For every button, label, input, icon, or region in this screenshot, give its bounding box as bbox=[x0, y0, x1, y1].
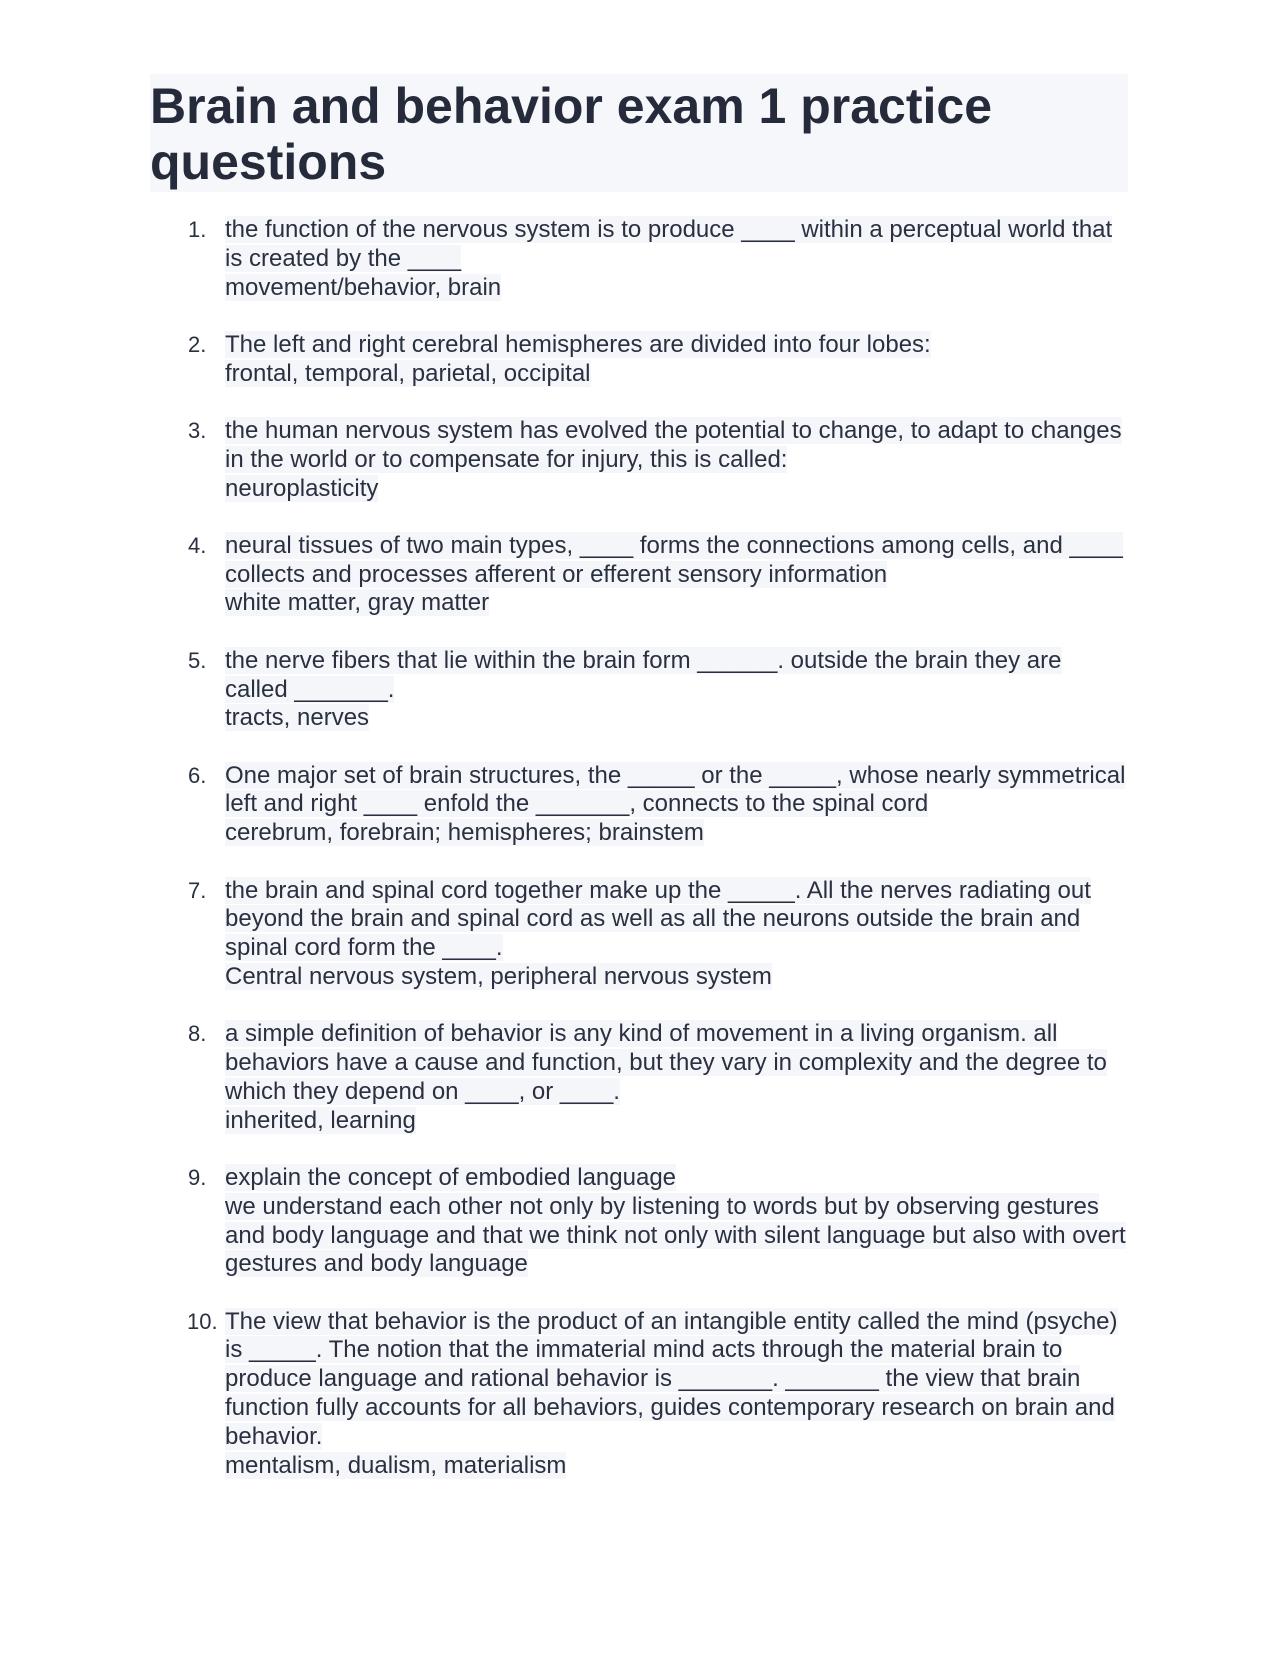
question-number: 2. bbox=[188, 331, 207, 357]
question-text: neural tissues of two main types, ____ forms the connections among cells, and ____ collects and processes afferent or efferent sensory information bbox=[225, 531, 1123, 588]
question-number: 3. bbox=[188, 417, 207, 443]
answer-text: neuroplasticity bbox=[225, 474, 379, 502]
question-text: The view that behavior is the product of an intangible entity called the mind (psyche) is _____. The notion that the immaterial mind acts through the material brain to produce language and rational behavior is _______. _______ the view that brain function fully accounts for all behaviors, guides contemporary research on brain and behavior. bbox=[225, 1307, 1118, 1450]
question-text: the nerve fibers that lie within the brain form ______. outside the brain they are called _______. bbox=[225, 646, 1062, 703]
answer-text: frontal, temporal, parietal, occipital bbox=[225, 359, 591, 387]
question-number: 1. bbox=[188, 217, 207, 242]
list-item bbox=[150, 532, 1130, 618]
list-item bbox=[150, 1020, 1130, 1135]
question-number: 8. bbox=[188, 1021, 207, 1047]
answer-text: cerebrum, forebrain; hemispheres; brainstem bbox=[225, 819, 704, 847]
question-number: 4. bbox=[188, 532, 207, 558]
question-text: The left and right cerebral hemispheres are divided into four lobes: bbox=[225, 330, 931, 358]
question-text: the human nervous system has evolved the potential to change, to adapt to changes in the world or to compensate for injury, this is called: bbox=[225, 416, 1122, 473]
question-number: 7. bbox=[188, 877, 207, 903]
question-text: explain the concept of embodied language bbox=[225, 1163, 677, 1191]
question-number: 6. bbox=[188, 762, 207, 788]
answer-text: inherited, learning bbox=[225, 1106, 416, 1134]
answer-text: mentalism, dualism, materialism bbox=[225, 1451, 567, 1479]
list-item bbox=[150, 1308, 1130, 1481]
question-number: 9. bbox=[188, 1164, 207, 1190]
question-text: the function of the nervous system is to produce ____ within a perceptual world that is created by the ____ bbox=[225, 216, 1113, 272]
answer-text: white matter, gray matter bbox=[225, 589, 490, 617]
document-page bbox=[150, 74, 1130, 1509]
list-item bbox=[150, 417, 1130, 503]
answer-text: movement/behavior, brain bbox=[225, 273, 502, 301]
page-title: Brain and behavior exam 1 practice questions bbox=[150, 74, 1128, 192]
list-item bbox=[150, 1164, 1130, 1279]
question-text: One major set of brain structures, the _____ or the _____, whose nearly symmetrical left and right ____ enfold the _______, connects to the spinal cord bbox=[225, 761, 1126, 818]
question-number: 5. bbox=[188, 647, 207, 673]
list-item bbox=[150, 216, 1130, 302]
answer-text: we understand each other not only by listening to words but by observing gestures and body language and that we think not only with silent language but also with overt gestures and body language bbox=[225, 1192, 1126, 1278]
list-item bbox=[150, 331, 1130, 389]
question-text: the brain and spinal cord together make up the _____. All the nerves radiating out beyond the brain and spinal cord as well as all the neurons outside the brain and spinal cord form the ____. bbox=[225, 876, 1091, 962]
question-number: 10. bbox=[187, 1308, 218, 1334]
question-list bbox=[150, 216, 1130, 1480]
answer-text: tracts, nerves bbox=[225, 704, 370, 732]
list-item bbox=[150, 762, 1130, 848]
question-text: a simple definition of behavior is any kind of movement in a living organism. all behaviors have a cause and function, but they vary in complexity and the degree to which they depend on ____, or ____. bbox=[225, 1020, 1107, 1105]
list-item bbox=[150, 877, 1130, 992]
list-item bbox=[150, 647, 1130, 733]
answer-text: Central nervous system, peripheral nervous system bbox=[225, 962, 772, 990]
